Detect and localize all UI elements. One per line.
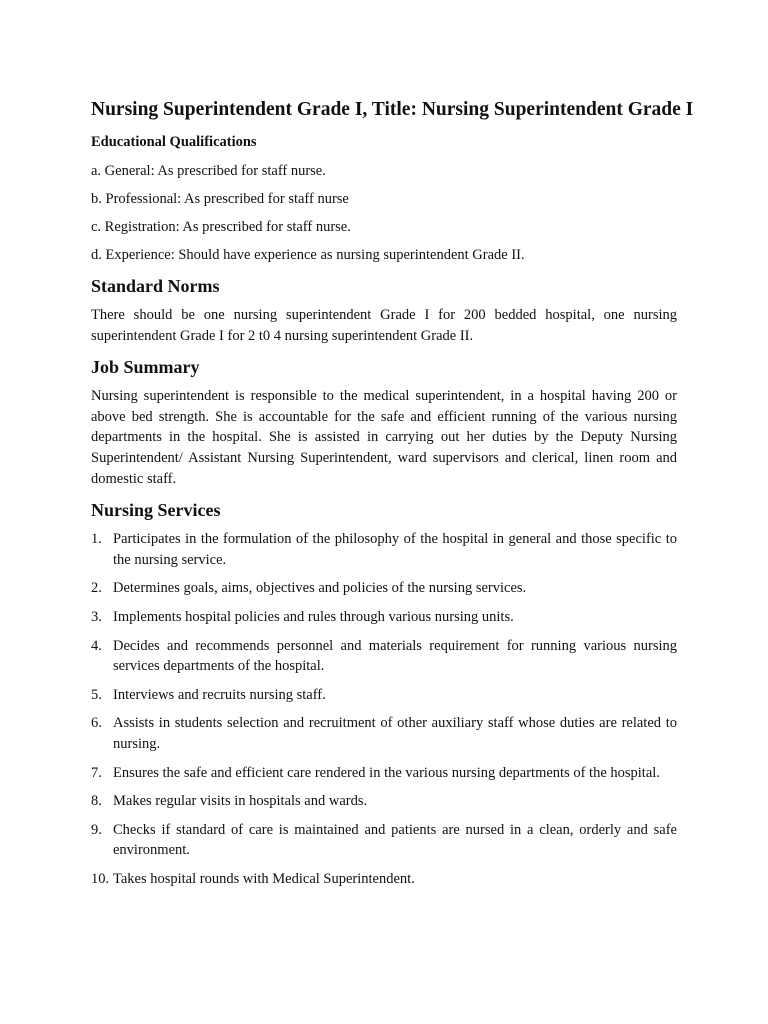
- list-item-number: 1.: [91, 531, 102, 548]
- list-item-text: Determines goals, aims, objectives and policies of the nursing services.: [113, 580, 527, 597]
- list-item-text: Takes hospital rounds with Medical Superintendent.: [113, 870, 415, 887]
- qualification-item: a. General: As prescribed for staff nurse.: [91, 163, 326, 179]
- list-item-number: 2.: [91, 580, 102, 597]
- qualification-item: b. Professional: As prescribed for staff nurse: [91, 191, 349, 207]
- qualifications-list: [91, 161, 677, 265]
- list-item-number: 10.: [91, 870, 110, 887]
- list-item-text: Checks if standard of care is maintained and patients are nursed in a clean, orderly and safe environment.: [113, 821, 677, 859]
- document-page: [91, 98, 694, 897]
- list-item: [91, 763, 677, 784]
- job-summary-heading: Job Summary: [91, 357, 200, 378]
- list-item: [91, 713, 677, 754]
- list-item: [91, 578, 677, 599]
- list-item-text: Participates in the formulation of the philosophy of the hospital in general and those specific to the nursing service.: [113, 531, 677, 568]
- list-item-text: Ensures the safe and efficient care rendered in the various nursing departments of the hospital.: [113, 764, 660, 781]
- list-item: [91, 607, 677, 628]
- list-item-text: Implements hospital policies and rules through various nursing units.: [113, 608, 514, 625]
- list-item: [91, 529, 677, 570]
- list-item-number: 7.: [91, 764, 102, 781]
- list-item-number: 6.: [91, 715, 102, 732]
- document-title: Nursing Superintendent Grade I, Title: Nursing Superintendent Grade I: [91, 99, 694, 120]
- list-item-number: 4.: [91, 637, 102, 654]
- list-item-text: Makes regular visits in hospitals and wards.: [113, 793, 368, 810]
- nursing-services-heading: Nursing Services: [91, 500, 221, 521]
- list-item: [91, 685, 677, 706]
- nursing-services-list: [91, 529, 677, 889]
- educational-qualifications-heading: Educational Qualifications: [91, 134, 257, 150]
- list-item: [91, 636, 677, 677]
- job-summary-text: Nursing superintendent is responsible to the medical superintendent, in a hospital having 200 or above bed strength. She is accountable for the safe and efficient running of the various nursing departments in the hospital. She is assisted in carrying out her duties by the Deputy Nursing Superintendent/ Assistant Nursing Superintendent, ward supervisors and clerical, linen room and domestic staff.: [91, 388, 677, 487]
- standard-norms-heading: Standard Norms: [91, 276, 220, 296]
- list-item-number: 8.: [91, 793, 102, 810]
- list-item-number: 3.: [91, 608, 102, 625]
- standard-norms-text: There should be one nursing superintendent Grade I for 200 bedded hospital, one nursing superintendent Grade I for 2 t0 4 nursing superintendent Grade II.: [91, 307, 677, 344]
- list-item-text: Decides and recommends personnel and materials requirement for running various nursing services departments of the hospital.: [113, 637, 677, 675]
- list-item-text: Assists in students selection and recruitment of other auxiliary staff whose duties are related to nursing.: [113, 715, 677, 752]
- list-item-number: 5.: [91, 686, 102, 703]
- list-item-number: 9.: [91, 821, 102, 838]
- qualification-item: c. Registration: As prescribed for staff nurse.: [91, 219, 351, 235]
- list-item-text: Interviews and recruits nursing staff.: [113, 686, 326, 703]
- list-item: [91, 869, 677, 890]
- list-item: [91, 791, 677, 812]
- qualification-item: d. Experience: Should have experience as nursing superintendent Grade II.: [91, 247, 525, 263]
- list-item: [91, 820, 677, 861]
